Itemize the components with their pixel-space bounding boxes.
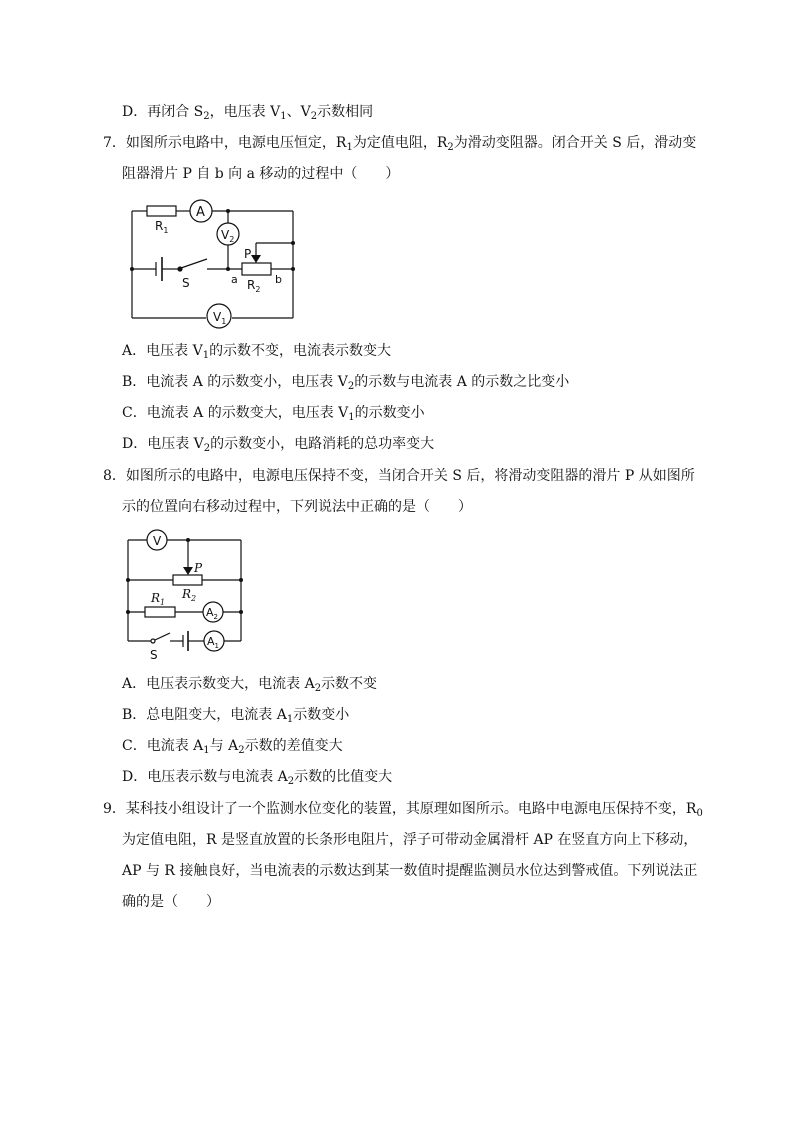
q7-a-label: a — [231, 273, 238, 286]
q7-option-d: D．电压表 $V_2$的示数变小，电路消耗的总功率变大 — [122, 436, 435, 454]
q8-r2-label: $R_2$ — [182, 587, 197, 603]
q9-stem-line4: 确的是（ ） — [122, 894, 220, 910]
q8-option-a: A．电压表示数变大，电流表 $A_2$示数不变 — [122, 676, 378, 694]
q8-stem-line2: 示的位置向右移动过程中，下列说法中正确的是（ ） — [122, 499, 472, 515]
q8-r1-label: $R_1$ — [151, 591, 166, 607]
q8-option-d: D．电压表示数与电流表 $A_2$示数的比值变大 — [122, 769, 393, 787]
q7-stem-line1: 7．如图所示电路中，电源电压恒定，$R_1$为定值电阻，$R_2$为滑动变阻器。闭合开关 S 后，滑动变 — [103, 135, 697, 153]
q6-option-d: D．再闭合 $S_2$，电压表 $V_1$、$V_2$示数相同 — [122, 104, 374, 122]
q7-p-label: P — [244, 247, 252, 261]
q9-stem-line1: 9．某科技小组设计了一个监测水位变化的装置，其原理如图所示。电路中电源电压保持不变，$R_0$ — [103, 801, 703, 819]
q7-option-c: C．电流表 A 的示数变大，电压表 $V_1$的示数变小 — [122, 405, 425, 423]
q7-r2-label: $R_2$ — [247, 278, 261, 294]
q7-r1-label: $R_1$ — [155, 219, 169, 235]
q8-a2-label: $A_2$ — [206, 606, 218, 621]
q7-v1-label: $V_1$ — [213, 310, 227, 326]
q8-s-label: S — [150, 648, 158, 662]
q9-stem-line2: 为定值电阻，R 是竖直放置的长条形电阻片，浮子可带动金属滑杆 AP 在竖直方向上下移动， — [122, 832, 698, 848]
q7-option-b: B．电流表 A 的示数变小，电压表 $V_2$的示数与电流表 A 的示数之比变小 — [122, 374, 570, 392]
q9-stem-line3: AP 与 R 接触良好，当电流表的示数达到某一数值时提醒监测员水位达到警戒值。下列说法正 — [122, 863, 698, 879]
q7-ammeter-label: A — [196, 205, 205, 220]
q7-b-label: b — [275, 273, 282, 286]
q8-option-c: C．电流表 $A_1$与 $A_2$示数的差值变大 — [122, 738, 343, 756]
q7-s-label: S — [182, 276, 190, 290]
q7-v2-label: $V_2$ — [221, 228, 235, 244]
q8-option-b: B．总电阻变大，电流表 $A_1$示数变小 — [122, 707, 350, 725]
q8-voltmeter-label: V — [153, 534, 162, 548]
q8-stem-line1: 8．如图所示的电路中，电源电压保持不变，当闭合开关 S 后，将滑动变阻器的滑片 P 从如图所 — [103, 468, 695, 484]
q8-circuit-diagram — [118, 527, 258, 662]
q7-stem-line2: 阻器滑片 P 自 b 向 a 移动的过程中（ ） — [122, 166, 400, 182]
q7-circuit-diagram — [120, 195, 310, 330]
q7-option-a: A．电压表 $V_1$的示数不变，电流表示数变大 — [122, 343, 392, 361]
q8-p-label: P — [194, 561, 203, 575]
q8-a1-label: $A_1$ — [207, 635, 219, 650]
